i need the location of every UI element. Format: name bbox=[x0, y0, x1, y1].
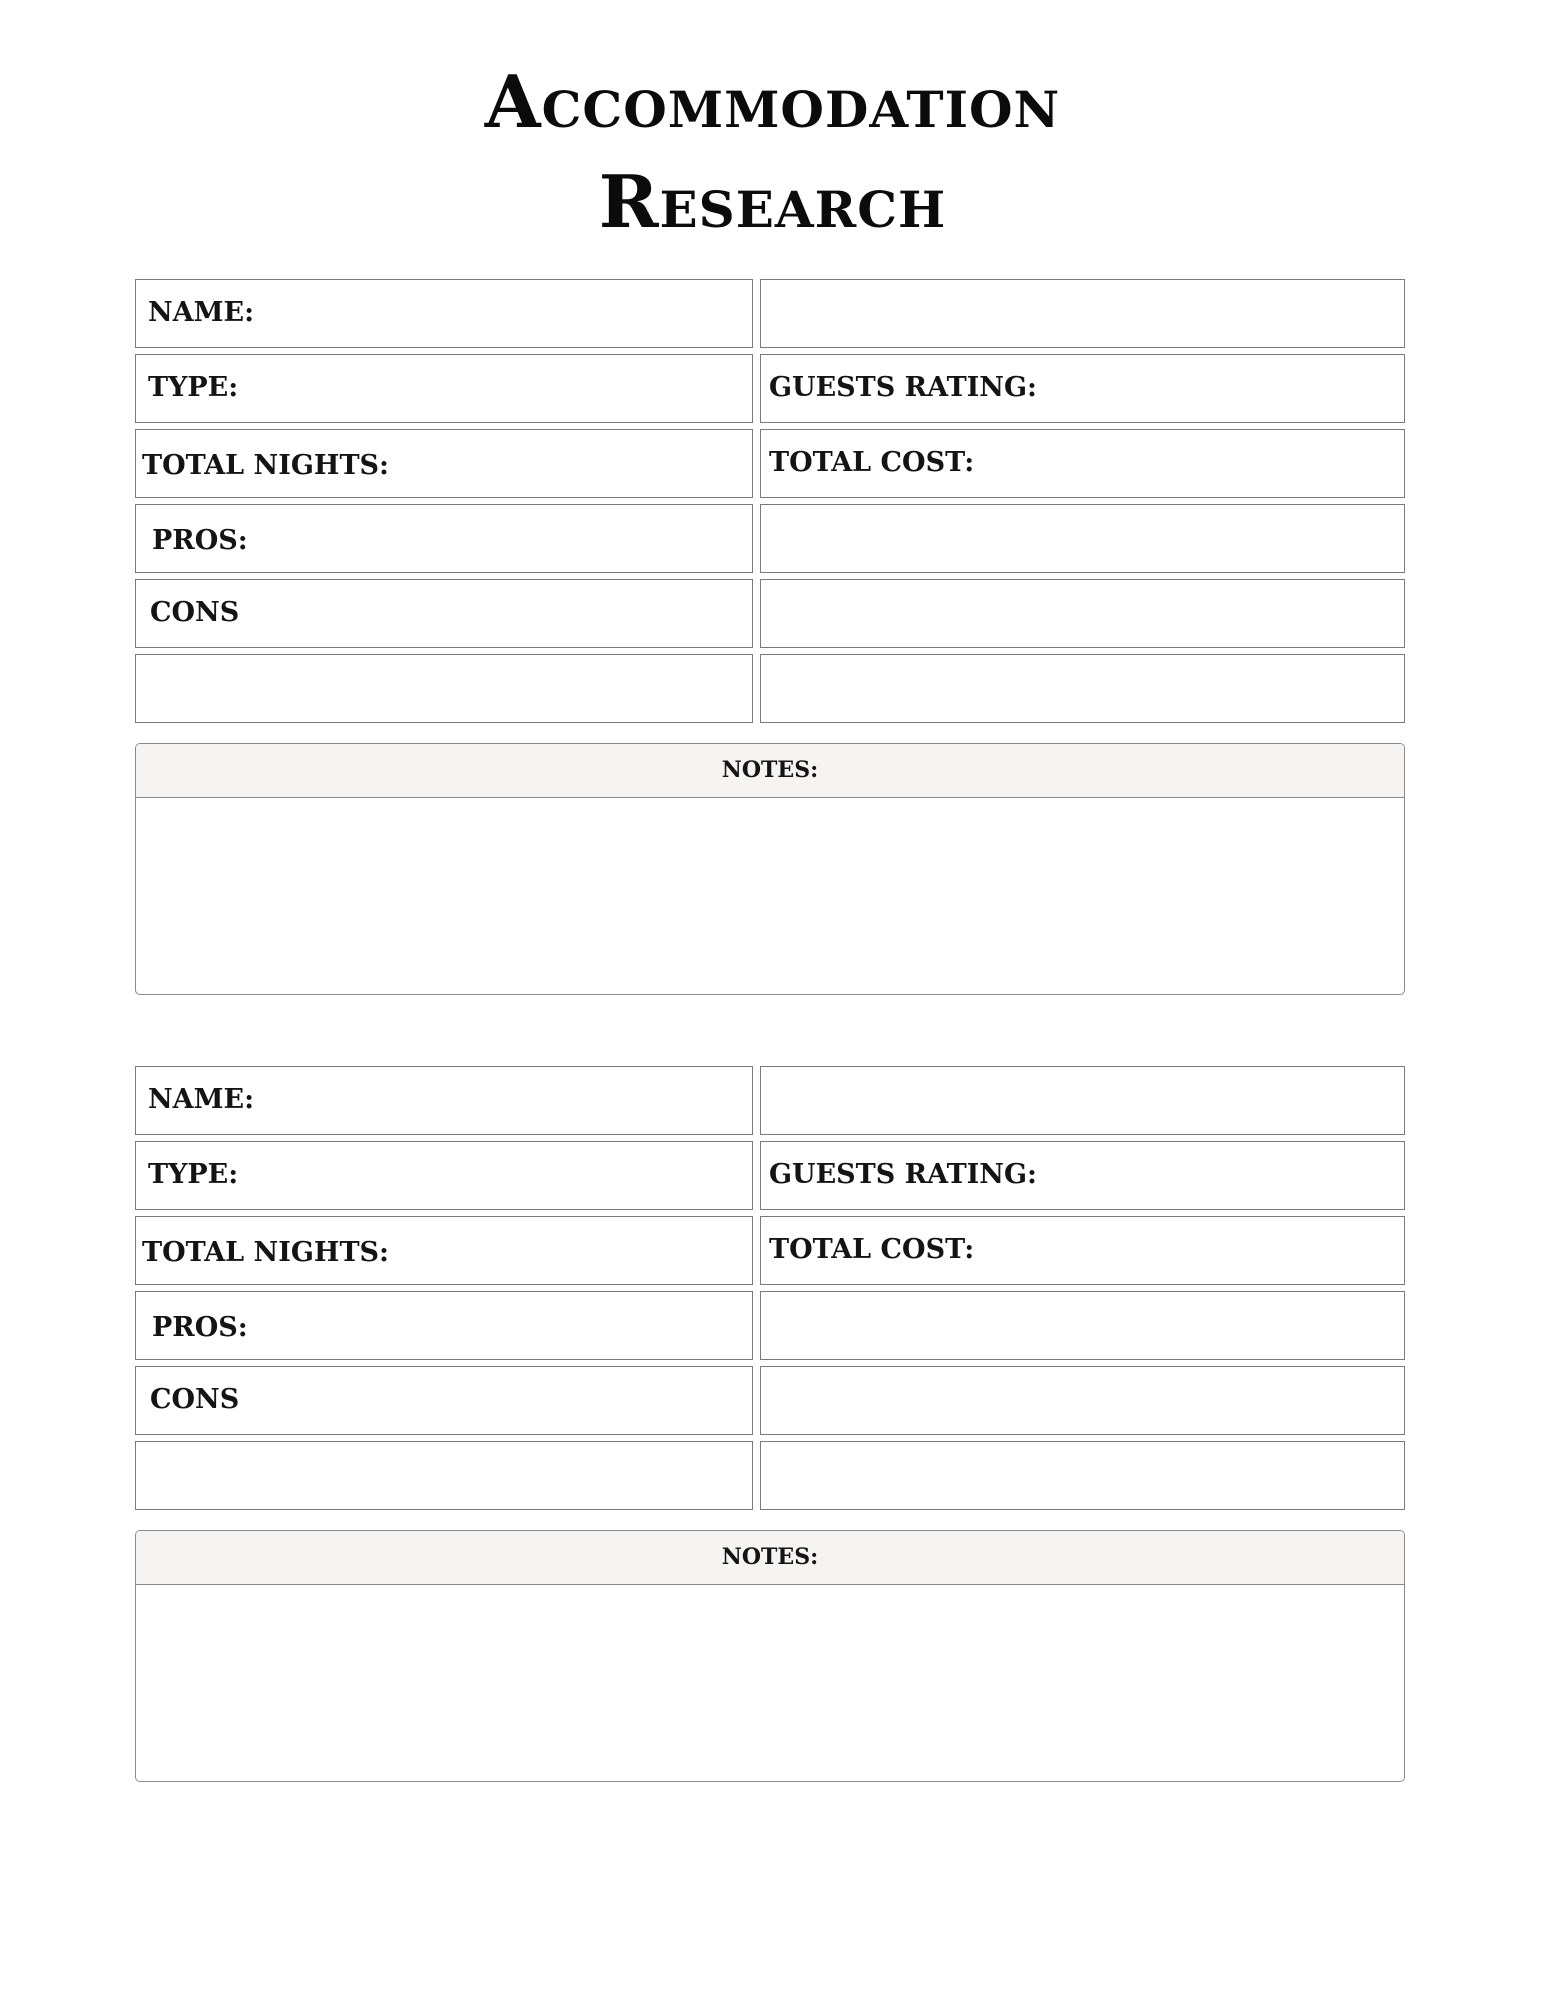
name-label: NAME: bbox=[148, 297, 255, 328]
extra-field-right[interactable] bbox=[760, 1441, 1405, 1510]
extra-field-right[interactable] bbox=[760, 654, 1405, 723]
total-nights-label: TOTAL NIGHTS: bbox=[142, 450, 389, 481]
pros-value-field[interactable] bbox=[760, 1291, 1405, 1360]
total-cost-field[interactable] bbox=[760, 1216, 1405, 1285]
name-row bbox=[135, 1066, 1405, 1135]
guests-rating-label: GUESTS RATING: bbox=[769, 1159, 1038, 1190]
nights-cost-row bbox=[135, 429, 1405, 498]
pros-value-field[interactable] bbox=[760, 504, 1405, 573]
cons-value-field[interactable] bbox=[760, 1366, 1405, 1435]
name-value-field[interactable] bbox=[760, 279, 1405, 348]
notes-header: NOTES: bbox=[136, 744, 1404, 798]
extra-field-left[interactable] bbox=[135, 1441, 753, 1510]
notes-box bbox=[135, 1530, 1405, 1782]
pros-row bbox=[135, 504, 1405, 573]
page-title-line-2: Research bbox=[598, 159, 947, 244]
type-label: TYPE: bbox=[148, 1159, 239, 1190]
cons-label: CONS bbox=[150, 1384, 240, 1415]
pros-field[interactable] bbox=[135, 1291, 753, 1360]
accommodation-form-2 bbox=[135, 1066, 1405, 1784]
total-cost-field[interactable] bbox=[760, 429, 1405, 498]
page-title-line-1: Accommodation bbox=[484, 59, 1061, 144]
notes-box bbox=[135, 743, 1405, 995]
total-nights-field[interactable] bbox=[135, 429, 753, 498]
guests-rating-label: GUESTS RATING: bbox=[769, 372, 1038, 403]
name-label: NAME: bbox=[148, 1084, 255, 1115]
total-nights-field[interactable] bbox=[135, 1216, 753, 1285]
pros-label: PROS: bbox=[152, 525, 248, 556]
extra-field-left[interactable] bbox=[135, 654, 753, 723]
total-nights-label: TOTAL NIGHTS: bbox=[142, 1237, 389, 1268]
name-row bbox=[135, 279, 1405, 348]
guests-rating-field[interactable] bbox=[760, 1141, 1405, 1210]
extra-row bbox=[135, 1441, 1405, 1510]
type-field[interactable] bbox=[135, 354, 753, 423]
type-label: TYPE: bbox=[148, 372, 239, 403]
accommodation-form-1 bbox=[135, 279, 1405, 997]
type-row bbox=[135, 354, 1405, 423]
type-field[interactable] bbox=[135, 1141, 753, 1210]
cons-row bbox=[135, 579, 1405, 648]
guests-rating-field[interactable] bbox=[760, 354, 1405, 423]
notes-area[interactable] bbox=[136, 798, 1404, 994]
pros-label: PROS: bbox=[152, 1312, 248, 1343]
extra-row bbox=[135, 654, 1405, 723]
cons-field[interactable] bbox=[135, 579, 753, 648]
cons-label: CONS bbox=[150, 597, 240, 628]
total-cost-label: TOTAL COST: bbox=[769, 1234, 975, 1265]
name-value-field[interactable] bbox=[760, 1066, 1405, 1135]
type-row bbox=[135, 1141, 1405, 1210]
name-field[interactable] bbox=[135, 1066, 753, 1135]
notes-area[interactable] bbox=[136, 1585, 1404, 1781]
cons-value-field[interactable] bbox=[760, 579, 1405, 648]
cons-row bbox=[135, 1366, 1405, 1435]
pros-field[interactable] bbox=[135, 504, 753, 573]
total-cost-label: TOTAL COST: bbox=[769, 447, 975, 478]
notes-header: NOTES: bbox=[136, 1531, 1404, 1585]
page-title bbox=[0, 52, 1545, 252]
nights-cost-row bbox=[135, 1216, 1405, 1285]
pros-row bbox=[135, 1291, 1405, 1360]
name-field[interactable] bbox=[135, 279, 753, 348]
cons-field[interactable] bbox=[135, 1366, 753, 1435]
